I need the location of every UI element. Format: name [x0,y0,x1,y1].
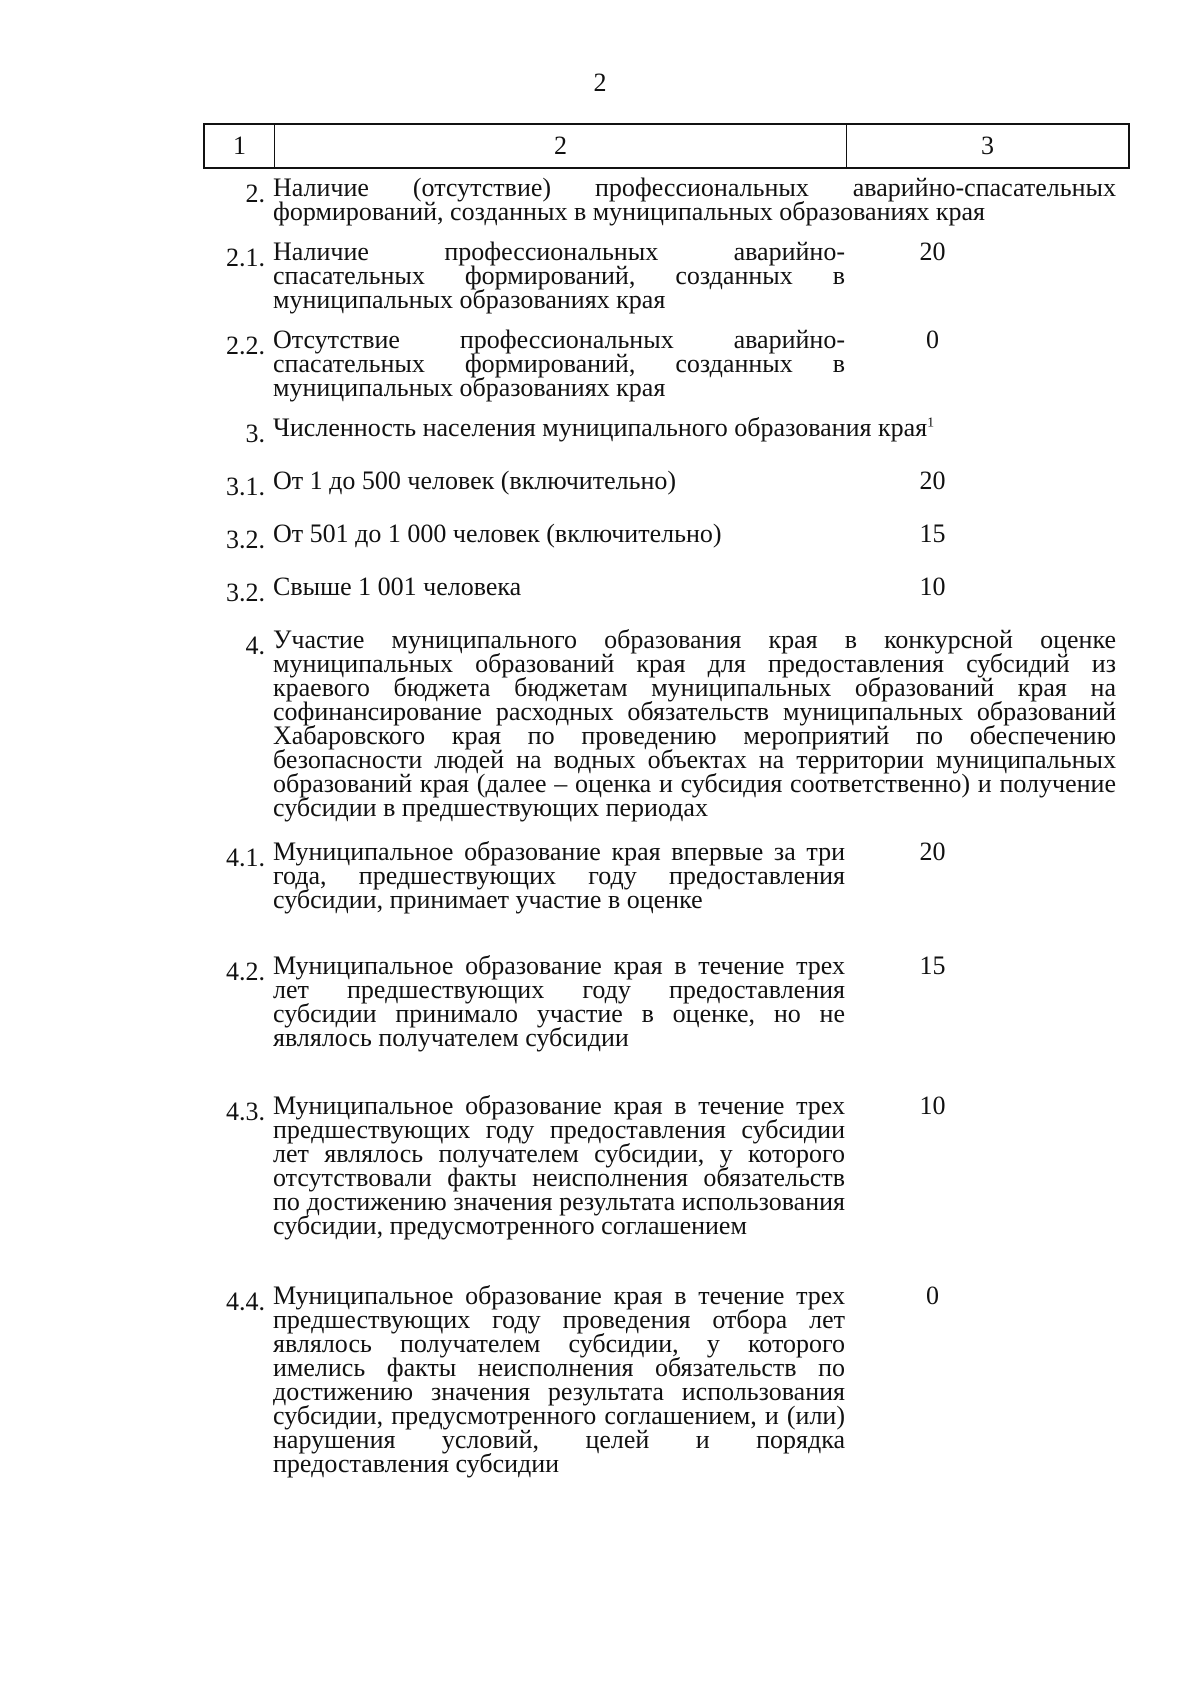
row-text: Отсутствие профессиональных аварийно-спасательных формирований, созданных в муниципальных образованиях края [273,325,845,402]
row-number: 3. [245,419,265,448]
footnote-mark: 1 [927,415,935,431]
row-number: 2.2. [226,331,265,360]
table-row [203,173,1130,240]
row-value: 20 [919,466,946,495]
row-number: 4.2. [226,957,265,986]
page-number: 2 [593,68,607,97]
row-number: 3.2. [226,525,265,554]
row-text: Муниципальное образование края в течение трех предшествующих году предоставления субсидии лет являлось получателем субсидии, у которого отсутствовали факты неисполнения обязательств по достижению значения результата использования субсидии, предусмотренного соглашением [273,1091,845,1240]
row-text: Муниципальное образование края в течение трех предшествующих году проведения отбора лет являлось получателем субсидии, у которого имелись факты неисполнения обязательств по достижению значения результата использования субсидии, предусмотренного соглашением, и (или) нарушения условий, целей и порядка предоставления субсидии [273,1281,845,1478]
row-number: 4.3. [226,1097,265,1126]
row-text: Муниципальное образование края впервые за три года, предшествующих году предоставления субсидии, принимает участие в оценке [273,837,845,914]
row-text: От 1 до 500 человек (включительно) [273,466,677,495]
row-text: Муниципальное образование края в течение трех лет предшествующих году предоставления субсидии принимало участие в оценке, но не являлось получателем субсидии [273,951,845,1052]
table-row [203,519,1130,575]
table-body [203,173,1130,1504]
header-cell-1: 1 [205,125,275,167]
row-value: 15 [919,951,946,980]
table-row [203,837,1130,954]
row-text-main: Численность населения муниципального образования края [273,413,928,442]
table-row [203,572,1130,628]
row-number: 2. [245,179,265,208]
row-value: 0 [926,325,939,354]
header-cell-2: 2 [275,125,847,167]
table-row [203,237,1130,328]
header-cell-3: 3 [981,131,994,160]
row-text: Наличие профессиональных аварийно-спасательных формирований, созданных в муниципальных образованиях края [273,237,845,314]
table-row [203,466,1130,522]
table-row [203,1281,1130,1504]
row-value: 0 [926,1281,939,1310]
table-row [203,325,1130,416]
row-number: 3.2. [226,578,265,607]
row-number: 3.1. [226,472,265,501]
row-text [273,413,1116,442]
row-number: 4. [245,631,265,660]
table-row [203,413,1130,469]
row-value: 15 [919,519,946,548]
row-value: 20 [919,837,946,866]
row-text: От 501 до 1 000 человек (включительно) [273,519,722,548]
row-text: Свыше 1 001 человека [273,572,522,601]
row-text: Участие муниципального образования края в конкурсной оценке муниципальных образований края для предоставления субсидий из краевого бюджета бюджетам муниципальных образований края на софинансирование расходных обязательств муниципальных образований Хабаровского края по проведению мероприятий по обеспечению безопасности людей на водных объектах на территории муниципальных образований края (далее – оценка и субсидия соответственно) и получение субсидии в предшествующих периодах [273,625,1116,822]
row-value: 10 [919,1091,946,1120]
table-row [203,1091,1130,1284]
row-number: 2.1. [226,243,265,272]
table-header-row [203,123,1130,169]
table-row [203,951,1130,1094]
row-text: Наличие (отсутствие) профессиональных аварийно-спасательных формирований, созданных в муниципальных образованиях края [273,173,1116,226]
row-number: 4.4. [226,1287,265,1316]
table-row [203,625,1130,840]
row-number: 4.1. [226,843,265,872]
row-value: 10 [919,572,946,601]
row-value: 20 [919,237,946,266]
